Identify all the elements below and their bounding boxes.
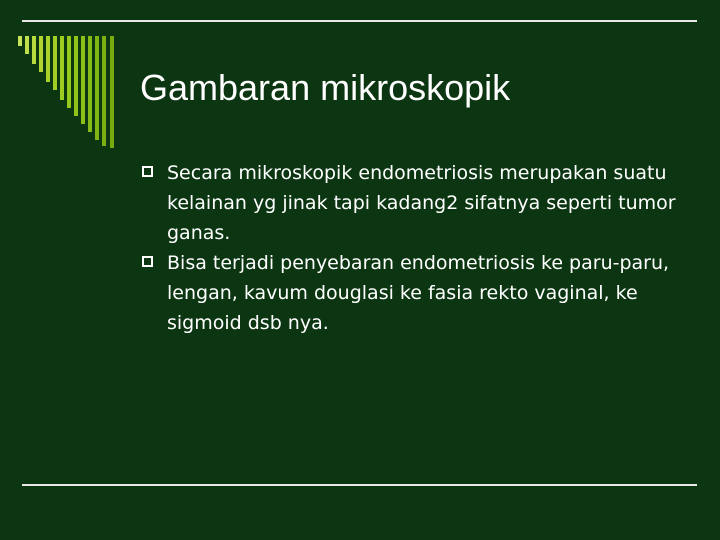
bullet-text: Secara mikroskopik endometriosis merupakan suatu kelainan yg jinak tapi kadang2 sifatnya seperti tumor ganas. bbox=[167, 162, 676, 244]
hollow-square-icon bbox=[142, 166, 153, 177]
bottom-rule bbox=[22, 484, 697, 486]
hollow-square-icon bbox=[142, 256, 153, 267]
bullet-item bbox=[141, 158, 701, 248]
bullet-text: Bisa terjadi penyebaran endometriosis ke paru-paru, lengan, kavum douglasi ke fasia rekto vaginal, ke sigmoid dsb nya. bbox=[167, 252, 670, 334]
vertical-stripes-decoration bbox=[18, 36, 120, 148]
bullet-list bbox=[141, 158, 701, 338]
bullet-item bbox=[141, 248, 701, 338]
slide-title: Gambaran mikroskopik bbox=[140, 67, 511, 108]
top-rule bbox=[22, 20, 697, 22]
